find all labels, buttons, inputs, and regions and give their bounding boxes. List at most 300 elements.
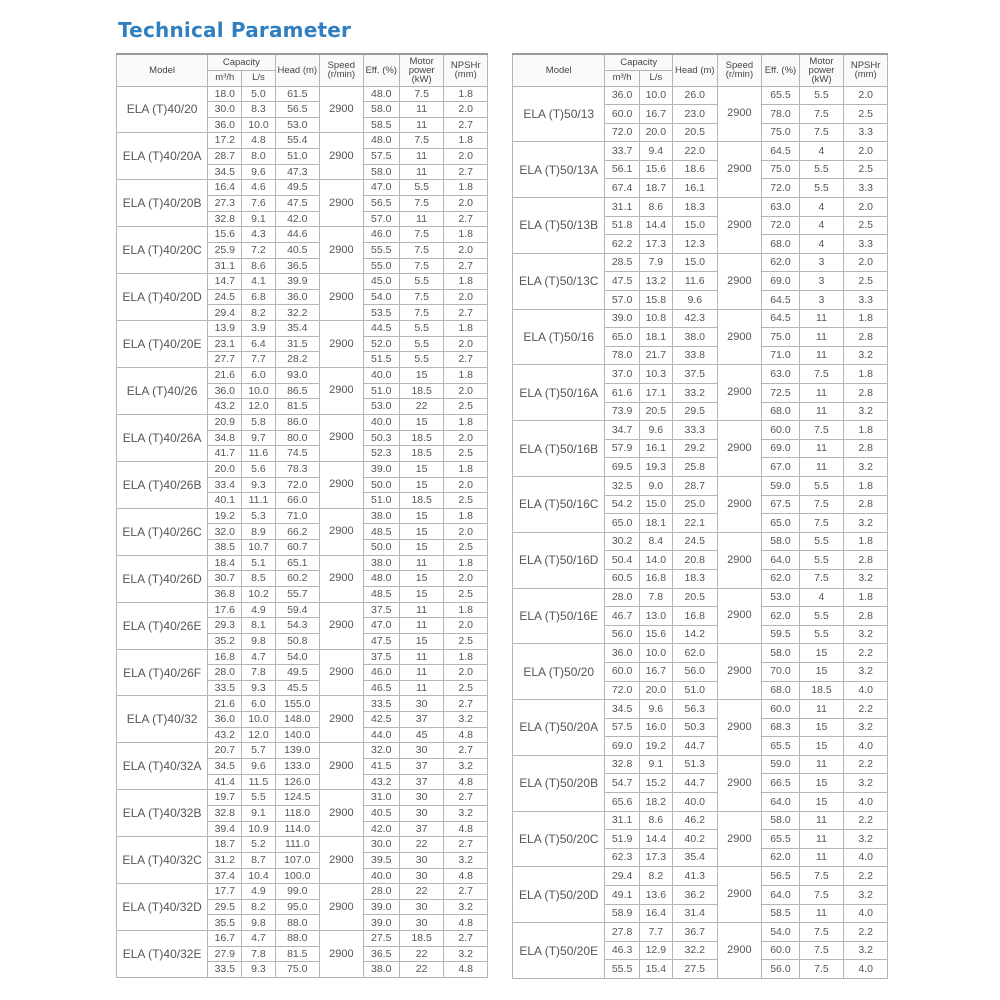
model-cell: ELA (T)40/26C xyxy=(117,508,208,555)
npshr-cell: 1.8 xyxy=(444,274,488,290)
page-title: Technical Parameter xyxy=(118,18,352,42)
capacity-ls-cell: 6.0 xyxy=(242,368,275,384)
capacity-m3h-cell: 31.1 xyxy=(605,811,639,830)
capacity-ls-cell: 7.7 xyxy=(242,352,275,368)
motor-power-cell: 11 xyxy=(799,458,844,477)
head-cell: 11.6 xyxy=(672,272,717,291)
head-cell: 24.5 xyxy=(672,532,717,551)
head-cell: 44.7 xyxy=(672,774,717,793)
header-npshr: NPSHr (mm) xyxy=(444,54,488,86)
capacity-m3h-cell: 20.7 xyxy=(208,743,242,759)
capacity-ls-cell: 9.7 xyxy=(242,430,275,446)
efficiency-cell: 54.0 xyxy=(762,923,799,942)
efficiency-cell: 45.0 xyxy=(363,274,399,290)
speed-cell: 2900 xyxy=(320,274,364,321)
capacity-ls-cell: 16.4 xyxy=(639,904,672,923)
efficiency-cell: 56.0 xyxy=(762,960,799,979)
capacity-ls-cell: 19.2 xyxy=(639,737,672,756)
capacity-ls-cell: 12.0 xyxy=(242,727,275,743)
speed-cell: 2900 xyxy=(320,884,364,931)
speed-cell: 2900 xyxy=(717,476,762,532)
capacity-m3h-cell: 72.0 xyxy=(605,681,639,700)
capacity-ls-cell: 16.0 xyxy=(639,718,672,737)
capacity-m3h-cell: 34.7 xyxy=(605,421,639,440)
capacity-ls-cell: 16.7 xyxy=(639,662,672,681)
capacity-m3h-cell: 36.0 xyxy=(208,712,242,728)
capacity-ls-cell: 14.4 xyxy=(639,830,672,849)
npshr-cell: 1.8 xyxy=(444,555,488,571)
npshr-cell: 3.2 xyxy=(444,712,488,728)
efficiency-cell: 42.5 xyxy=(363,712,399,728)
npshr-cell: 1.8 xyxy=(444,461,488,477)
motor-power-cell: 5.5 xyxy=(799,551,844,570)
speed-cell: 2900 xyxy=(717,644,762,700)
efficiency-cell: 64.5 xyxy=(762,142,799,161)
motor-power-cell: 22 xyxy=(399,837,444,853)
npshr-cell: 2.0 xyxy=(844,142,888,161)
efficiency-cell: 67.0 xyxy=(762,458,799,477)
npshr-cell: 3.2 xyxy=(444,946,488,962)
npshr-cell: 2.7 xyxy=(444,743,488,759)
capacity-ls-cell: 9.8 xyxy=(242,633,275,649)
npshr-cell: 3.2 xyxy=(444,852,488,868)
head-cell: 18.6 xyxy=(672,160,717,179)
npshr-cell: 2.0 xyxy=(444,195,488,211)
capacity-ls-cell: 20.0 xyxy=(639,123,672,142)
capacity-m3h-cell: 37.4 xyxy=(208,868,242,884)
motor-power-cell: 18.5 xyxy=(399,931,444,947)
head-cell: 44.7 xyxy=(672,737,717,756)
motor-power-cell: 5.5 xyxy=(799,476,844,495)
efficiency-cell: 64.5 xyxy=(762,309,799,328)
capacity-m3h-cell: 65.0 xyxy=(605,328,639,347)
speed-cell: 2900 xyxy=(717,811,762,867)
npshr-cell: 4.8 xyxy=(444,868,488,884)
header-ls: L/s xyxy=(639,70,672,86)
motor-power-cell: 15 xyxy=(399,524,444,540)
capacity-ls-cell: 5.8 xyxy=(242,414,275,430)
speed-cell: 2900 xyxy=(320,227,364,274)
motor-power-cell: 15 xyxy=(799,662,844,681)
efficiency-cell: 60.0 xyxy=(762,700,799,719)
npshr-cell: 1.8 xyxy=(444,133,488,149)
speed-cell: 2900 xyxy=(320,790,364,837)
capacity-ls-cell: 4.3 xyxy=(242,227,275,243)
motor-power-cell: 18.5 xyxy=(399,446,444,462)
head-cell: 40.0 xyxy=(672,793,717,812)
head-cell: 72.0 xyxy=(275,477,320,493)
capacity-ls-cell: 10.0 xyxy=(242,383,275,399)
capacity-ls-cell: 4.1 xyxy=(242,274,275,290)
speed-cell: 2900 xyxy=(320,508,364,555)
capacity-ls-cell: 12.9 xyxy=(639,941,672,960)
model-cell: ELA (T)40/20A xyxy=(117,133,208,180)
table-row xyxy=(117,414,488,430)
head-cell: 38.0 xyxy=(672,328,717,347)
motor-power-cell: 30 xyxy=(399,899,444,915)
npshr-cell: 2.0 xyxy=(444,571,488,587)
capacity-ls-cell: 10.0 xyxy=(242,117,275,133)
capacity-m3h-cell: 29.5 xyxy=(208,899,242,915)
motor-power-cell: 5.5 xyxy=(399,336,444,352)
efficiency-cell: 68.0 xyxy=(762,235,799,254)
head-cell: 66.0 xyxy=(275,493,320,509)
efficiency-cell: 48.5 xyxy=(363,524,399,540)
capacity-m3h-cell: 57.0 xyxy=(605,291,639,310)
capacity-m3h-cell: 62.2 xyxy=(605,235,639,254)
capacity-m3h-cell: 28.5 xyxy=(605,253,639,272)
capacity-ls-cell: 18.1 xyxy=(639,328,672,347)
table-row xyxy=(117,461,488,477)
motor-power-cell: 15 xyxy=(399,571,444,587)
motor-power-cell: 18.5 xyxy=(399,383,444,399)
npshr-cell: 3.3 xyxy=(844,123,888,142)
head-cell: 36.0 xyxy=(275,289,320,305)
model-cell: ELA (T)40/20 xyxy=(117,86,208,133)
npshr-cell: 2.0 xyxy=(444,289,488,305)
capacity-m3h-cell: 32.8 xyxy=(605,755,639,774)
capacity-ls-cell: 17.3 xyxy=(639,848,672,867)
motor-power-cell: 11 xyxy=(399,211,444,227)
npshr-cell: 1.8 xyxy=(444,368,488,384)
efficiency-cell: 64.0 xyxy=(762,551,799,570)
npshr-cell: 3.2 xyxy=(844,346,888,365)
npshr-cell: 2.2 xyxy=(844,644,888,663)
capacity-m3h-cell: 19.2 xyxy=(208,508,242,524)
efficiency-cell: 52.0 xyxy=(363,336,399,352)
efficiency-cell: 40.5 xyxy=(363,805,399,821)
head-cell: 56.5 xyxy=(275,102,320,118)
capacity-m3h-cell: 17.2 xyxy=(208,133,242,149)
speed-cell: 2900 xyxy=(320,602,364,649)
motor-power-cell: 11 xyxy=(399,164,444,180)
npshr-cell: 2.0 xyxy=(444,336,488,352)
capacity-ls-cell: 7.9 xyxy=(639,253,672,272)
capacity-m3h-cell: 41.4 xyxy=(208,774,242,790)
npshr-cell: 2.0 xyxy=(444,242,488,258)
efficiency-cell: 58.0 xyxy=(762,532,799,551)
efficiency-cell: 47.0 xyxy=(363,180,399,196)
motor-power-cell: 11 xyxy=(799,402,844,421)
motor-power-cell: 15 xyxy=(799,718,844,737)
efficiency-cell: 28.0 xyxy=(363,884,399,900)
efficiency-cell: 75.0 xyxy=(762,123,799,142)
capacity-ls-cell: 7.7 xyxy=(639,923,672,942)
motor-power-cell: 7.5 xyxy=(399,227,444,243)
efficiency-cell: 63.0 xyxy=(762,365,799,384)
capacity-ls-cell: 15.6 xyxy=(639,160,672,179)
npshr-cell: 2.2 xyxy=(844,811,888,830)
motor-power-cell: 11 xyxy=(799,346,844,365)
capacity-ls-cell: 9.3 xyxy=(242,477,275,493)
capacity-ls-cell: 19.3 xyxy=(639,458,672,477)
table-row xyxy=(117,368,488,384)
motor-power-cell: 15 xyxy=(799,644,844,663)
efficiency-cell: 48.0 xyxy=(363,133,399,149)
capacity-m3h-cell: 15.6 xyxy=(208,227,242,243)
npshr-cell: 3.3 xyxy=(844,179,888,198)
npshr-cell: 1.8 xyxy=(444,649,488,665)
speed-cell: 2900 xyxy=(717,253,762,309)
motor-power-cell: 11 xyxy=(399,555,444,571)
npshr-cell: 1.8 xyxy=(444,180,488,196)
head-cell: 37.5 xyxy=(672,365,717,384)
capacity-ls-cell: 10.9 xyxy=(242,821,275,837)
capacity-m3h-cell: 31.2 xyxy=(208,852,242,868)
head-cell: 56.0 xyxy=(672,662,717,681)
capacity-m3h-cell: 17.6 xyxy=(208,602,242,618)
head-cell: 45.5 xyxy=(275,680,320,696)
capacity-ls-cell: 8.3 xyxy=(242,102,275,118)
capacity-ls-cell: 5.3 xyxy=(242,508,275,524)
efficiency-cell: 33.5 xyxy=(363,696,399,712)
npshr-cell: 3.2 xyxy=(844,830,888,849)
motor-power-cell: 7.5 xyxy=(399,289,444,305)
header-capacity: Capacity xyxy=(208,54,275,70)
capacity-ls-cell: 10.7 xyxy=(242,540,275,556)
capacity-ls-cell: 10.0 xyxy=(639,86,672,105)
header-speed: Speed (r/min) xyxy=(320,54,364,86)
capacity-m3h-cell: 40.1 xyxy=(208,493,242,509)
speed-cell: 2900 xyxy=(717,588,762,644)
motor-power-cell: 7.5 xyxy=(399,133,444,149)
table-row xyxy=(117,321,488,337)
capacity-ls-cell: 7.8 xyxy=(639,588,672,607)
efficiency-cell: 39.5 xyxy=(363,852,399,868)
capacity-m3h-cell: 20.9 xyxy=(208,414,242,430)
npshr-cell: 2.5 xyxy=(444,399,488,415)
head-cell: 155.0 xyxy=(275,696,320,712)
npshr-cell: 3.3 xyxy=(844,291,888,310)
efficiency-cell: 67.5 xyxy=(762,495,799,514)
head-cell: 16.1 xyxy=(672,179,717,198)
npshr-cell: 3.2 xyxy=(844,941,888,960)
head-cell: 53.0 xyxy=(275,117,320,133)
efficiency-cell: 69.0 xyxy=(762,439,799,458)
efficiency-cell: 59.0 xyxy=(762,476,799,495)
capacity-m3h-cell: 18.7 xyxy=(208,837,242,853)
table-row xyxy=(513,700,888,719)
head-cell: 42.3 xyxy=(672,309,717,328)
efficiency-cell: 69.0 xyxy=(762,272,799,291)
capacity-ls-cell: 11.1 xyxy=(242,493,275,509)
head-cell: 15.0 xyxy=(672,216,717,235)
head-cell: 14.2 xyxy=(672,625,717,644)
efficiency-cell: 58.0 xyxy=(762,644,799,663)
npshr-cell: 2.0 xyxy=(444,665,488,681)
motor-power-cell: 7.5 xyxy=(399,258,444,274)
head-cell: 25.0 xyxy=(672,495,717,514)
motor-power-cell: 11 xyxy=(399,618,444,634)
motor-power-cell: 15 xyxy=(799,737,844,756)
efficiency-cell: 38.0 xyxy=(363,962,399,978)
table-row xyxy=(513,588,888,607)
head-cell: 148.0 xyxy=(275,712,320,728)
head-cell: 59.4 xyxy=(275,602,320,618)
table-row xyxy=(513,142,888,161)
capacity-m3h-cell: 73.9 xyxy=(605,402,639,421)
head-cell: 107.0 xyxy=(275,852,320,868)
capacity-ls-cell: 8.1 xyxy=(242,618,275,634)
motor-power-cell: 7.5 xyxy=(799,867,844,886)
head-cell: 93.0 xyxy=(275,368,320,384)
table-row xyxy=(117,696,488,712)
efficiency-cell: 55.5 xyxy=(363,242,399,258)
capacity-ls-cell: 8.6 xyxy=(639,198,672,217)
efficiency-cell: 62.0 xyxy=(762,848,799,867)
capacity-m3h-cell: 29.4 xyxy=(605,867,639,886)
efficiency-cell: 42.0 xyxy=(363,821,399,837)
model-cell: ELA (T)50/13B xyxy=(513,198,605,254)
table-body-right xyxy=(513,86,888,979)
model-cell: ELA (T)50/20D xyxy=(513,867,605,923)
capacity-ls-cell: 13.0 xyxy=(639,607,672,626)
efficiency-cell: 39.0 xyxy=(363,899,399,915)
npshr-cell: 1.8 xyxy=(444,602,488,618)
head-cell: 133.0 xyxy=(275,759,320,775)
head-cell: 54.3 xyxy=(275,618,320,634)
efficiency-cell: 46.5 xyxy=(363,680,399,696)
speed-cell: 2900 xyxy=(320,555,364,602)
header-npshr: NPSHr (mm) xyxy=(844,54,888,86)
header-motor-power: Motor power (kW) xyxy=(799,54,844,86)
efficiency-cell: 39.0 xyxy=(363,915,399,931)
capacity-ls-cell: 15.8 xyxy=(639,291,672,310)
capacity-ls-cell: 16.7 xyxy=(639,105,672,124)
head-cell: 51.0 xyxy=(672,681,717,700)
npshr-cell: 2.0 xyxy=(444,618,488,634)
capacity-ls-cell: 9.3 xyxy=(242,962,275,978)
capacity-m3h-cell: 78.0 xyxy=(605,346,639,365)
head-cell: 47.3 xyxy=(275,164,320,180)
npshr-cell: 3.2 xyxy=(444,759,488,775)
capacity-m3h-cell: 29.3 xyxy=(208,618,242,634)
motor-power-cell: 7.5 xyxy=(799,495,844,514)
head-cell: 86.0 xyxy=(275,414,320,430)
motor-power-cell: 11 xyxy=(799,755,844,774)
npshr-cell: 1.8 xyxy=(444,508,488,524)
capacity-m3h-cell: 33.4 xyxy=(208,477,242,493)
head-cell: 124.5 xyxy=(275,790,320,806)
npshr-cell: 2.2 xyxy=(844,700,888,719)
head-cell: 40.5 xyxy=(275,242,320,258)
capacity-m3h-cell: 34.8 xyxy=(208,430,242,446)
capacity-m3h-cell: 51.8 xyxy=(605,216,639,235)
motor-power-cell: 5.5 xyxy=(799,625,844,644)
efficiency-cell: 66.5 xyxy=(762,774,799,793)
head-cell: 51.3 xyxy=(672,755,717,774)
npshr-cell: 3.2 xyxy=(844,458,888,477)
capacity-m3h-cell: 37.0 xyxy=(605,365,639,384)
capacity-m3h-cell: 16.7 xyxy=(208,931,242,947)
capacity-m3h-cell: 24.5 xyxy=(208,289,242,305)
motor-power-cell: 15 xyxy=(399,633,444,649)
model-cell: ELA (T)50/20 xyxy=(513,644,605,700)
capacity-m3h-cell: 36.0 xyxy=(605,644,639,663)
efficiency-cell: 68.0 xyxy=(762,681,799,700)
capacity-m3h-cell: 18.4 xyxy=(208,555,242,571)
head-cell: 20.5 xyxy=(672,123,717,142)
motor-power-cell: 4 xyxy=(799,216,844,235)
motor-power-cell: 4 xyxy=(799,142,844,161)
model-cell: ELA (T)50/20E xyxy=(513,923,605,979)
capacity-ls-cell: 7.6 xyxy=(242,195,275,211)
npshr-cell: 2.8 xyxy=(844,384,888,403)
model-cell: ELA (T)50/16B xyxy=(513,421,605,477)
head-cell: 18.3 xyxy=(672,198,717,217)
capacity-m3h-cell: 33.5 xyxy=(208,962,242,978)
npshr-cell: 3.2 xyxy=(844,625,888,644)
capacity-ls-cell: 9.1 xyxy=(242,805,275,821)
motor-power-cell: 4 xyxy=(799,588,844,607)
capacity-m3h-cell: 27.7 xyxy=(208,352,242,368)
speed-cell: 2900 xyxy=(320,931,364,978)
table-row xyxy=(513,644,888,663)
motor-power-cell: 7.5 xyxy=(399,86,444,102)
head-cell: 88.0 xyxy=(275,915,320,931)
efficiency-cell: 59.5 xyxy=(762,625,799,644)
efficiency-cell: 63.0 xyxy=(762,198,799,217)
capacity-ls-cell: 9.1 xyxy=(639,755,672,774)
capacity-ls-cell: 9.0 xyxy=(639,476,672,495)
capacity-m3h-cell: 55.5 xyxy=(605,960,639,979)
model-cell: ELA (T)40/32D xyxy=(117,884,208,931)
table-row xyxy=(117,133,488,149)
capacity-m3h-cell: 35.5 xyxy=(208,915,242,931)
head-cell: 95.0 xyxy=(275,899,320,915)
motor-power-cell: 37 xyxy=(399,821,444,837)
table-row xyxy=(513,923,888,942)
npshr-cell: 4.8 xyxy=(444,774,488,790)
speed-cell: 2900 xyxy=(717,867,762,923)
capacity-m3h-cell: 34.5 xyxy=(605,700,639,719)
head-cell: 100.0 xyxy=(275,868,320,884)
motor-power-cell: 5.5 xyxy=(399,352,444,368)
motor-power-cell: 18.5 xyxy=(399,430,444,446)
model-cell: ELA (T)40/26B xyxy=(117,461,208,508)
motor-power-cell: 7.5 xyxy=(799,886,844,905)
head-cell: 46.2 xyxy=(672,811,717,830)
model-cell: ELA (T)50/20B xyxy=(513,755,605,811)
capacity-ls-cell: 14.0 xyxy=(639,551,672,570)
capacity-m3h-cell: 27.3 xyxy=(208,195,242,211)
capacity-ls-cell: 4.8 xyxy=(242,133,275,149)
capacity-ls-cell: 7.2 xyxy=(242,242,275,258)
capacity-m3h-cell: 27.9 xyxy=(208,946,242,962)
capacity-m3h-cell: 13.9 xyxy=(208,321,242,337)
motor-power-cell: 11 xyxy=(799,328,844,347)
efficiency-cell: 53.0 xyxy=(363,399,399,415)
head-cell: 78.3 xyxy=(275,461,320,477)
capacity-m3h-cell: 30.0 xyxy=(208,102,242,118)
head-cell: 80.0 xyxy=(275,430,320,446)
npshr-cell: 1.8 xyxy=(844,309,888,328)
capacity-ls-cell: 9.8 xyxy=(242,915,275,931)
capacity-m3h-cell: 58.9 xyxy=(605,904,639,923)
capacity-m3h-cell: 60.0 xyxy=(605,105,639,124)
capacity-m3h-cell: 50.4 xyxy=(605,551,639,570)
table-row xyxy=(513,86,888,105)
capacity-m3h-cell: 17.7 xyxy=(208,884,242,900)
speed-cell: 2900 xyxy=(717,421,762,477)
npshr-cell: 2.7 xyxy=(444,117,488,133)
npshr-cell: 3.2 xyxy=(844,569,888,588)
motor-power-cell: 30 xyxy=(399,696,444,712)
capacity-m3h-cell: 29.4 xyxy=(208,305,242,321)
motor-power-cell: 7.5 xyxy=(799,923,844,942)
npshr-cell: 4.8 xyxy=(444,962,488,978)
npshr-cell: 4.0 xyxy=(844,737,888,756)
